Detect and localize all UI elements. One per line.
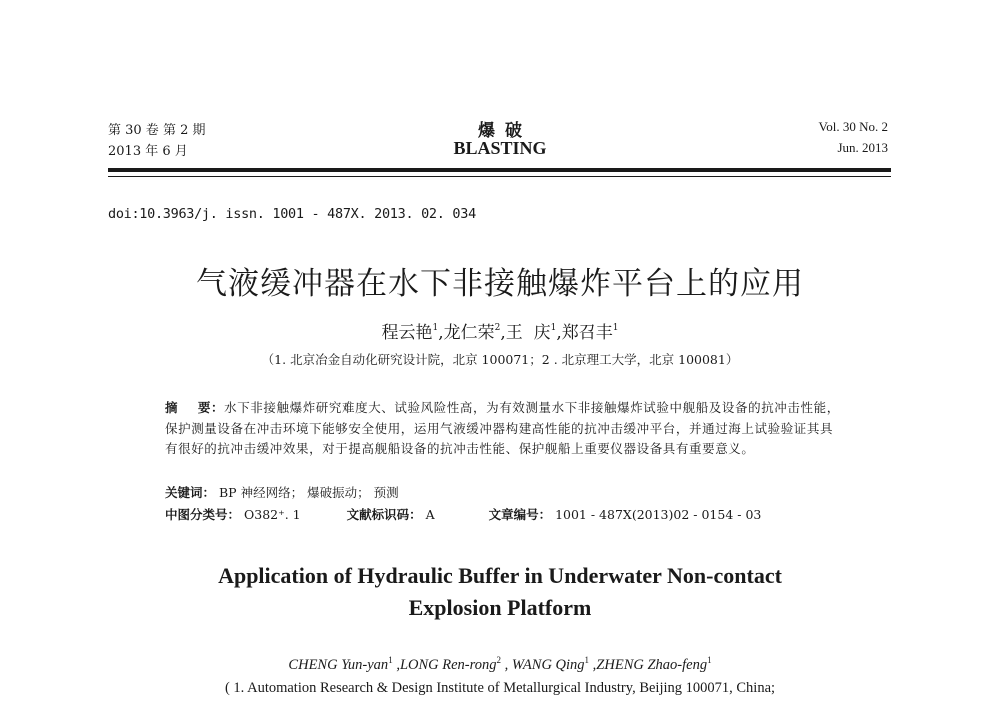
abstract-cn	[165, 398, 845, 460]
keyword: 预测	[373, 485, 399, 500]
author-cn-sup: 1	[550, 323, 557, 333]
keyword: 爆破振动；	[307, 485, 370, 500]
journal-name-en: BLASTING	[453, 138, 547, 158]
author-en-sup: 1	[388, 655, 393, 665]
paper-title-en-line1: Application of Hydraulic Buffer in Underwater Non-contact	[218, 563, 782, 588]
author-en-name: WANG Qing	[511, 656, 585, 673]
doc-code-value: A	[425, 507, 435, 522]
journal-name-cn: 爆破	[478, 121, 532, 141]
author-cn-sup: 1	[432, 323, 439, 333]
classification-line	[165, 505, 761, 523]
clc-label: 中图分类号：	[165, 507, 241, 522]
author-en-name: CHENG Yun-yan	[288, 656, 389, 673]
keywords-label: 关键词：	[165, 485, 216, 500]
author-cn-name: 程云艳	[381, 323, 433, 343]
header-rule-thin	[108, 176, 891, 177]
header-rule-thick	[108, 168, 891, 172]
author-en-name: ZHENG Zhao-feng	[596, 656, 708, 673]
author-en-sup: 1	[707, 655, 712, 665]
author-cn-sup: 2	[494, 323, 501, 333]
paper-title-cn: 气液缓冲器在水下非接触爆炸平台上的应用	[196, 266, 804, 302]
author-cn-name: 郑召丰	[561, 323, 613, 343]
doi: doi:10.3963/j. issn. 1001 - 487X. 2013. 02. 034	[108, 206, 476, 222]
abstract-label: 摘 要：	[165, 400, 225, 415]
authors-cn: 程云艳$^1$,龙仁荣$^2$,王 庆$^1$,郑召丰$^1$	[381, 323, 619, 343]
authors-en: CHENG Yun-yan$^1$ ,LONG Ren-rong$^2$ , WANG Qing$^1$ ,ZHENG Zhao-feng$^1$	[288, 655, 712, 673]
article-number-value: 1001 - 487X(2013)02 - 0154 - 03	[555, 507, 762, 522]
abstract-text: 水下非接触爆炸研究难度大、试验风险性高，为有效测量水下非接触爆炸试验中舰船及设备的抗冲击性能，保护测量设备在冲击环境下能够安全使用，运用气液缓冲器构建高性能的抗冲击缓冲平台，并通过海上试验验证其具有很好的抗冲击缓冲效果，对于提高舰船设备的抗冲击性能、保护舰船上重要仪器设备具有重要意义。	[165, 400, 840, 456]
doc-code-label: 文献标识码：	[346, 507, 422, 522]
author-en-sup: 1	[584, 655, 590, 665]
author-cn-sup: 1	[612, 323, 619, 333]
author-cn-name: 龙仁荣	[443, 323, 495, 343]
issue-date-cn: 2013 年 6 月	[108, 144, 188, 159]
clc-value: O382⁺. 1	[244, 507, 301, 522]
affiliation-en: ( 1. Automation Research & Design Institute of Metallurgical Industry, Beijing 100071, China;	[224, 680, 776, 696]
author-cn-name: 王 庆	[505, 323, 551, 343]
issue-volume-en: Vol. 30 No. 2	[818, 119, 888, 134]
author-en-sup: 2	[496, 655, 501, 665]
issue-volume-cn: 第 30 卷 第 2 期	[108, 123, 206, 138]
paper-title-en-line2: Explosion Platform	[408, 595, 592, 620]
author-en-name: LONG Ren-rong	[399, 656, 497, 673]
keyword: BP 神经网络；	[219, 485, 304, 500]
article-number-label: 文章编号：	[488, 507, 552, 522]
issue-date-en: Jun. 2013	[837, 140, 888, 155]
keywords	[165, 483, 399, 501]
affiliation-cn: （1. 北京冶金自动化研究设计院，北京 100071；2 . 北京理工大学，北京 100081）	[261, 352, 739, 367]
